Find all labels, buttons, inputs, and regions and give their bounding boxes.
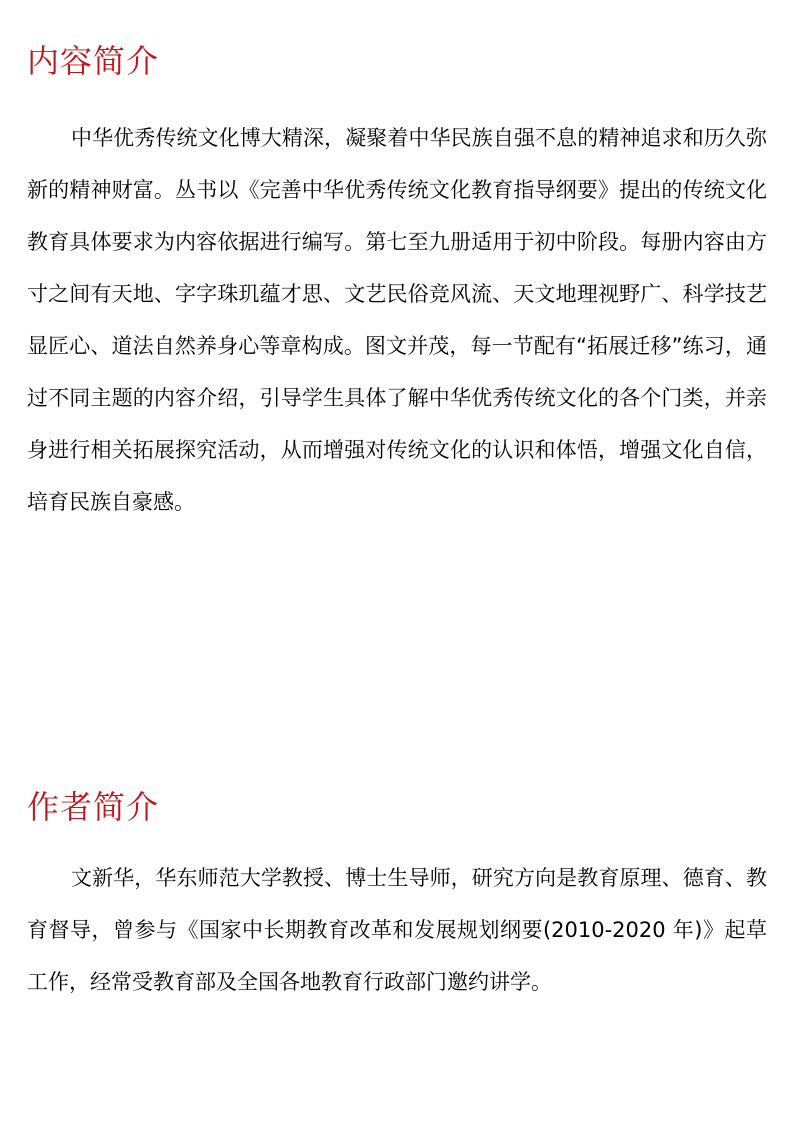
intro-section — [27, 36, 767, 528]
intro-heading: 内容简介 — [27, 42, 160, 80]
author-section — [27, 782, 767, 1008]
author-heading: 作者简介 — [27, 788, 160, 826]
author-paragraph: 文新华，华东师范大学教授、博士生导师，研究方向是教育原理、德育、教育督导，曾参与《国家中长期教育改革和发展规划纲要(2010-2020 年)》起草工作，经常受教育部及全国各地教育行政部门邀约讲学。 — [27, 866, 767, 994]
intro-paragraph: 中华优秀传统文化博大精深，凝聚着中华民族自强不息的精神追求和历久弥新的精神财富。丛书以《完善中华优秀传统文化教育指导纲要》提出的传统文化教育具体要求为内容依据进行编写。第七至九册适用于初中阶段。每册内容由方寸之间有天地、字字珠玑蕴才思、文艺民俗竞风流、天文地理视野广、科学技艺显匠心、道法自然养身心等章构成。图文并茂，每一节配有“拓展迁移”练习，通过不同主题的内容介绍，引导学生具体了解中华优秀传统文化的各个门类，并亲身进行相关拓展探究活动，从而增强对传统文化的认识和体悟，增强文化自信，培育民族自豪感。 — [27, 126, 767, 514]
